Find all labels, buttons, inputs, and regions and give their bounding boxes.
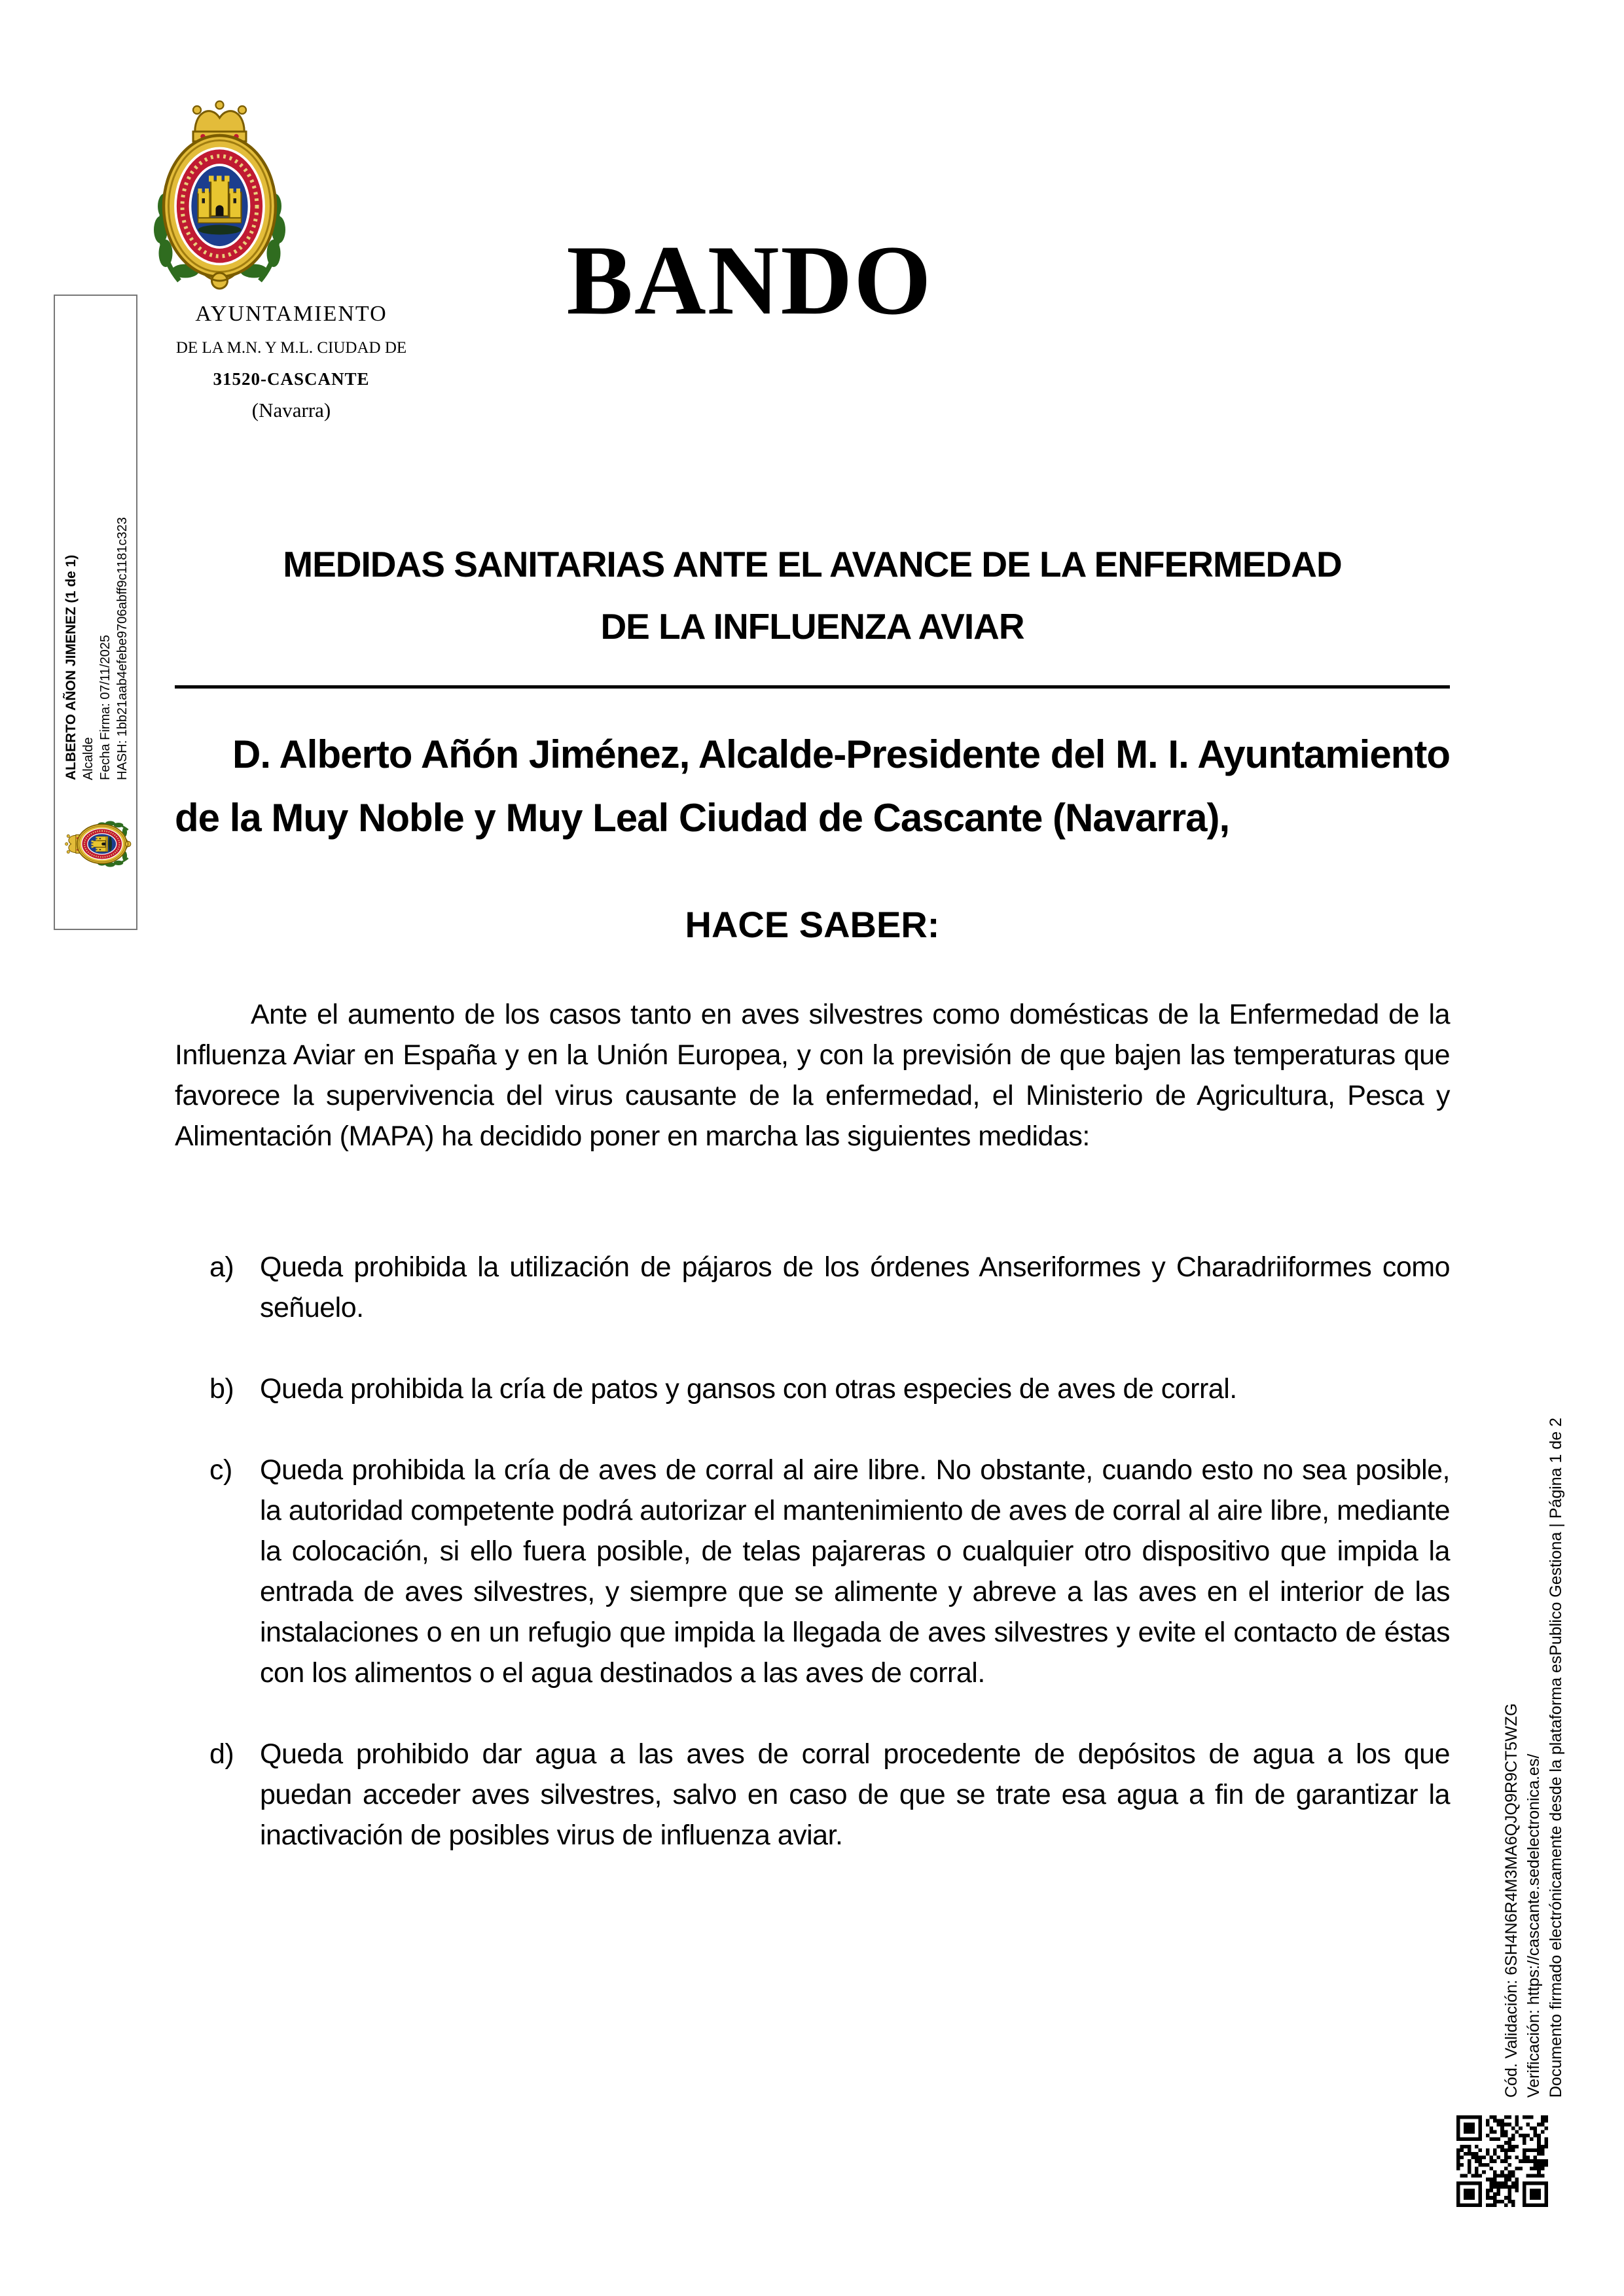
- signer-role: Alcalde: [81, 737, 96, 780]
- proclamation-heading: HACE SABER:: [685, 904, 940, 945]
- measures-list: [175, 1247, 1450, 1856]
- measure-item-c: [175, 1450, 1450, 1693]
- signature-stamp-text: [63, 385, 131, 780]
- measure-label: c): [209, 1454, 232, 1486]
- platform-note: Documento firmado electrónicamente desde la plataforma esPublico Gestiona | Página 1 de 2: [1547, 1417, 1565, 2098]
- coat-of-arms-icon: [146, 98, 293, 295]
- measure-item-b: [175, 1369, 1450, 1409]
- measure-label: b): [209, 1373, 234, 1405]
- municipality-name: AYUNTAMIENTO: [195, 302, 388, 326]
- salutation-paragraph: D. Alberto Añón Jiménez, Alcalde-Presidente del M. I. Ayuntamiento de la Muy Noble y Muy Leal Ciudad de Cascante (Navarra),: [175, 732, 1450, 840]
- validation-code: Cód. Validación: 6SH4N6R4M3MA6QJQ9R9CT5WZG: [1502, 1703, 1521, 2098]
- measure-text: Queda prohibida la cría de aves de corral al aire libre. No obstante, cuando esto no sea posible, la autoridad competente podrá autorizar el mantenimiento de aves de corral al aire libre, mediante la colocación, si ello fuera posible, de telas pajareras o cualquier otro dispositivo que impida la entrada de aves silvestres, y siempre que se alimente y abreve a las aves en el interior de las instalaciones o en un refugio que impida la llegada de aves silvestres y evite el contacto de éstas con los alimentos o el agua destinados a las aves de corral.: [260, 1454, 1450, 1689]
- intro-paragraph: Ante el aumento de los casos tanto en aves silvestres como domésticas de la Enfermedad de la Influenza Aviar en España y en la Unión Europea, y con la previsión de que bajen las temperaturas que favorece la supervivencia del virus causante de la enfermedad, el Ministerio de Agricultura, Pesca y Alimentación (MAPA) ha decidido poner en marcha las siguientes medidas:: [175, 999, 1450, 1152]
- measure-text: Queda prohibido dar agua a las aves de corral procedente de depósitos de agua a los que puedan acceder aves silvestres, salvo en caso de que se trate esa agua a fin de garantizar la inactivación de posibles virus de influenza aviar.: [260, 1738, 1450, 1851]
- measure-item-a: [175, 1247, 1450, 1328]
- signature-hash: HASH: 1bb21aab4efebe9706abff9c1181c323: [115, 517, 130, 780]
- measure-label: a): [209, 1251, 234, 1283]
- signature-date: Fecha Firma: 07/11/2025: [98, 635, 113, 780]
- municipality-block: [134, 300, 448, 422]
- measure-label: d): [209, 1738, 234, 1770]
- document-type-title: BANDO: [566, 225, 933, 335]
- stamp-coat-of-arms-icon: [64, 818, 133, 870]
- qr-code-icon: [1456, 2115, 1548, 2207]
- measure-text: Queda prohibida la utilización de pájaros de los órdenes Anseriformes y Charadriiformes como señuelo.: [260, 1251, 1450, 1323]
- measure-text: Queda prohibida la cría de patos y gansos con otras especies de aves de corral.: [260, 1373, 1237, 1405]
- page-title-line2: DE LA INFLUENZA AVIAR: [600, 606, 1024, 647]
- side-validation-footer: [1500, 1306, 1567, 2098]
- municipality-subtitle: DE LA M.N. Y M.L. CIUDAD DE: [175, 339, 407, 357]
- page-title: [175, 533, 1450, 658]
- municipality-postal-city: 31520-CASCANTE: [213, 369, 370, 389]
- divider: [175, 685, 1450, 689]
- verification-url: Verificación: https://cascante.sedelectronica.es/: [1525, 1753, 1543, 2098]
- document-body: [175, 533, 1450, 1896]
- page-title-line1: MEDIDAS SANITARIAS ANTE EL AVANCE DE LA ENFERMEDAD: [283, 544, 1342, 584]
- signer-name: ALBERTO AÑON JIMENEZ (1 de 1): [63, 554, 79, 780]
- measure-item-d: [175, 1734, 1450, 1856]
- municipality-region: (Navarra): [251, 399, 331, 422]
